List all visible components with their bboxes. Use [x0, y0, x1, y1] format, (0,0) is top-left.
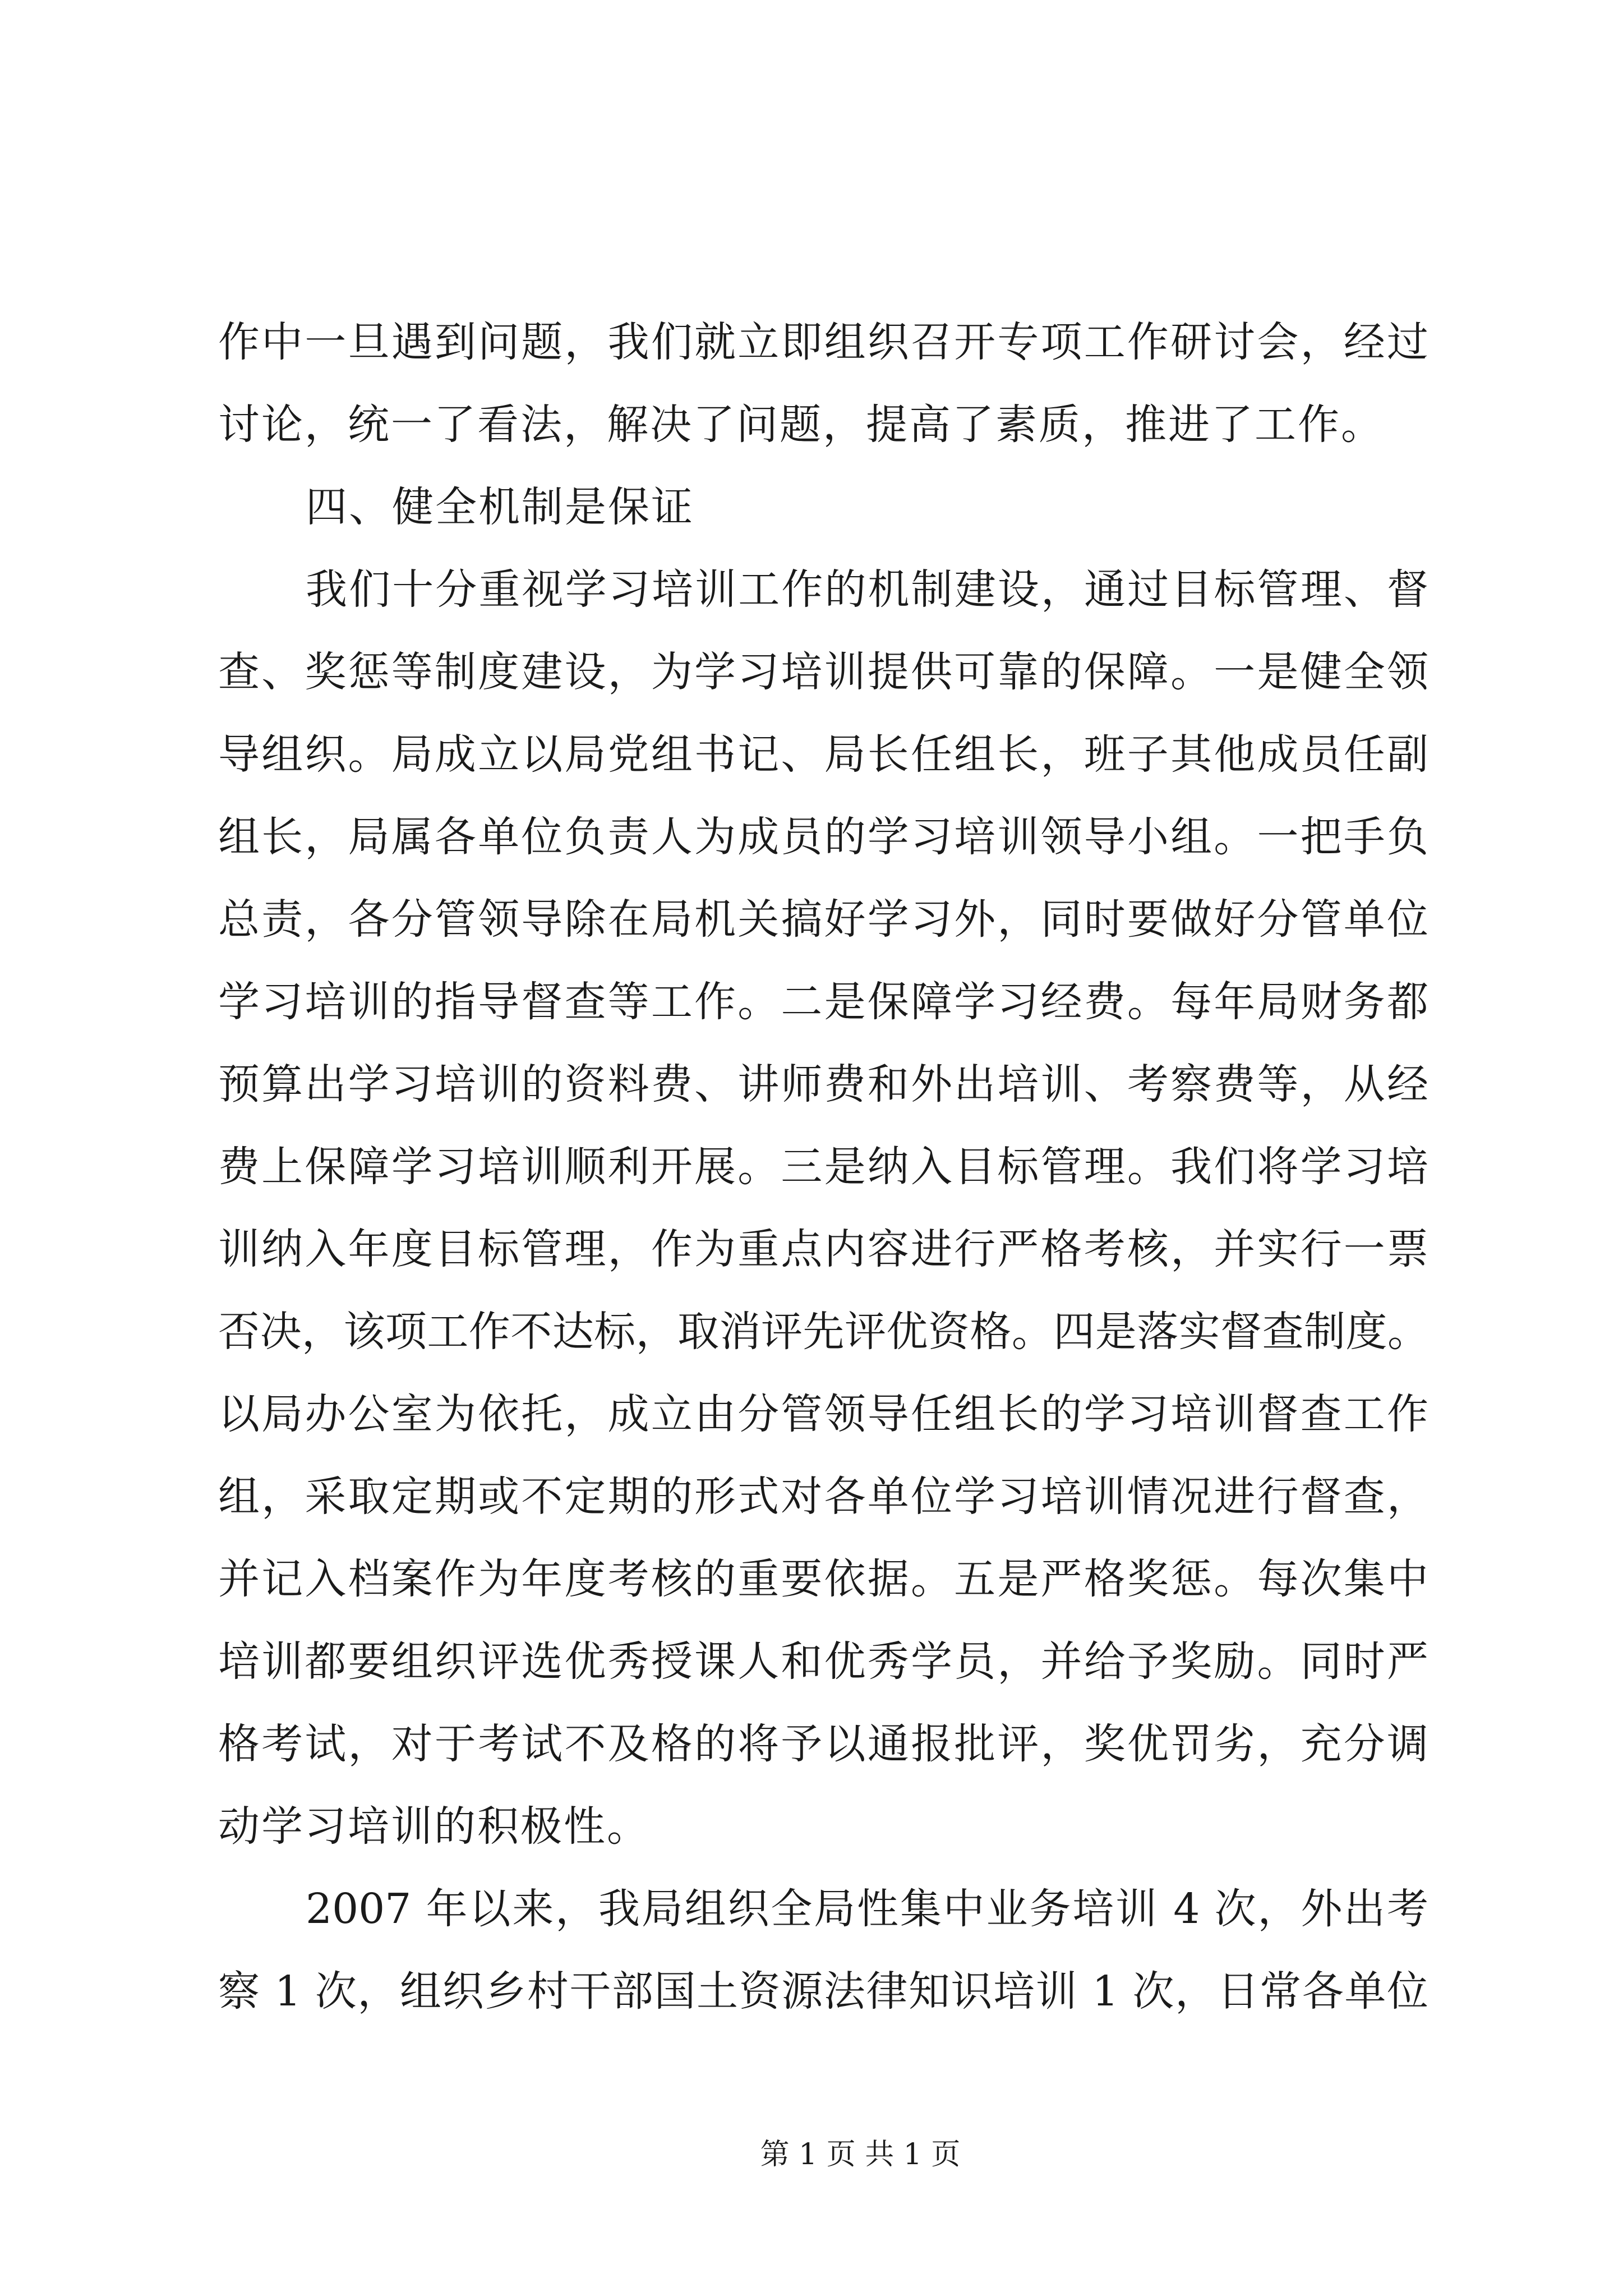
paragraph [218, 1868, 1428, 2033]
text-line: 培训都要组织评选优秀授课人和优秀学员，并给予奖励。同时严 [218, 1637, 1428, 1686]
text-line: 导组织。局成立以局党组书记、局长任组长，班子其他成员任副 [218, 730, 1428, 779]
text-line: 以局办公室为依托，成立由分管领导任组长的学习培训督查工作 [218, 1390, 1428, 1438]
text-line: 学习培训的指导督查等工作。二是保障学习经费。每年局财务都 [218, 978, 1428, 1026]
text-line: 讨论，统一了看法，解决了问题，提高了素质，推进了工作。 [218, 401, 1384, 449]
text-line: 组长，局属各单位负责人为成员的学习培训领导小组。一把手负 [218, 813, 1428, 861]
page-footer: 第 1 页 共 1 页 [760, 2138, 961, 2171]
text-line: 组，采取定期或不定期的形式对各单位学习培训情况进行督查， [218, 1473, 1428, 1521]
text-line: 否决，该项工作不达标，取消评先评优资格。四是落实督查制度。 [218, 1308, 1428, 1356]
text-line: 格考试，对于考试不及格的将予以通报批评，奖优罚劣，充分调 [218, 1720, 1428, 1768]
text-line: 动学习培训的积极性。 [218, 1802, 650, 1851]
text-line: 训纳入年度目标管理，作为重点内容进行严格考核，并实行一票 [218, 1225, 1428, 1273]
text-line: 我们十分重视学习培训工作的机制建设，通过目标管理、督 [306, 565, 1428, 614]
text-line: 总责，各分管领导除在局机关搞好学习外，同时要做好分管单位 [218, 895, 1428, 944]
text-line: 并记入档案作为年度考核的重要依据。五是严格奖惩。每次集中 [218, 1555, 1428, 1603]
paragraph [218, 301, 1428, 466]
text-line: 2007 年以来，我局组织全局性集中业务培训 4 次，外出考 [306, 1885, 1428, 1933]
text-line: 费上保障学习培训顺利开展。三是纳入目标管理。我们将学习培 [218, 1143, 1428, 1191]
text-line: 作中一旦遇到问题，我们就立即组织召开专项工作研讨会，经过 [218, 318, 1428, 366]
section-heading [218, 466, 1428, 549]
section-heading-text: 四、健全机制是保证 [306, 483, 694, 531]
text-line: 察 1 次，组织乡村干部国土资源法律知识培训 1 次，日常各单位 [218, 1967, 1428, 2016]
paragraph [218, 549, 1428, 1868]
text-line: 预算出学习培训的资料费、讲师费和外出培训、考察费等，从经 [218, 1060, 1428, 1108]
document-body [218, 301, 1428, 2033]
text-line: 查、奖惩等制度建设，为学习培训提供可靠的保障。一是健全领 [218, 648, 1428, 696]
